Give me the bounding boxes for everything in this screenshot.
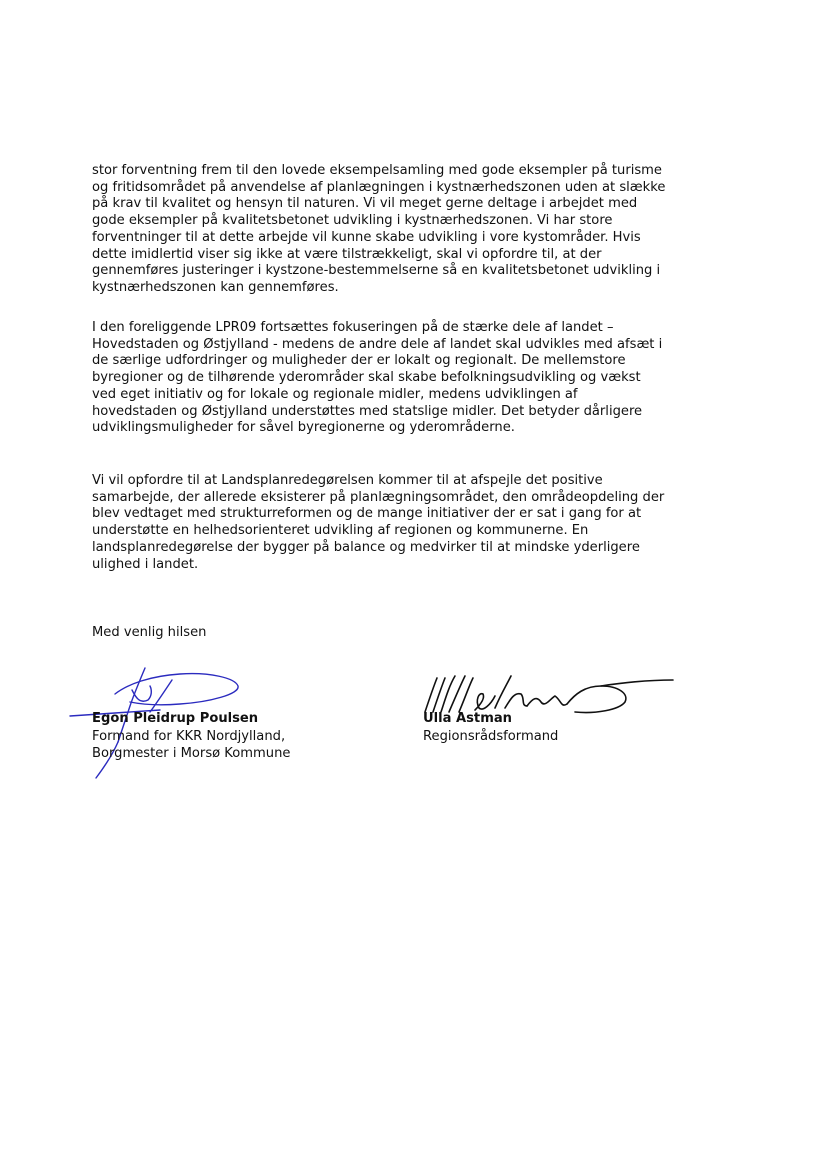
paragraph-line: ved eget initiativ og for lokale og regionale midler, medens udviklingen af <box>92 386 578 402</box>
paragraph-line: I den foreliggende LPR09 fortsættes fokuseringen på de stærke dele af landet – <box>92 320 614 335</box>
signatory-right <box>423 710 558 745</box>
signatory-title: Borgmester i Morsø Kommune <box>92 746 291 761</box>
body-paragraph-1 <box>92 163 718 297</box>
paragraph-line: kystnærhedszonen kan gennemføres. <box>92 279 339 295</box>
body-paragraph-2 <box>92 320 718 437</box>
paragraph-line: ulighed i landet. <box>92 556 199 572</box>
paragraph-line: på krav til kvalitet og hensyn til naturen. Vi vil meget gerne deltage i arbejdet med <box>92 196 638 212</box>
closing-salutation: Med venlig hilsen <box>92 625 207 640</box>
signature-stroke <box>115 674 238 705</box>
paragraph-line: dette imidlertid viser sig ikke at være tilstrækkeligt, skal vi opfordre til, at der <box>92 246 602 262</box>
signature-stroke <box>475 694 495 710</box>
paragraph-line: udviklingsmuligheder for såvel byregionerne og yderområderne. <box>92 420 515 436</box>
paragraph-line: Vi vil opfordre til at Landsplanredegørelsen kommer til at afspejle det positive <box>92 473 603 488</box>
paragraph-line: og fritidsområdet på anvendelse af planlægningen i kystnærhedszonen uden at slække <box>92 179 666 195</box>
paragraph-line: gode eksempler på kvalitetsbetonet udvikling i kystnærhedszonen. Vi har store <box>92 213 613 229</box>
signature-stroke <box>527 696 567 706</box>
signatory-left <box>92 710 290 763</box>
paragraph-line: Hovedstaden og Østjylland - medens de andre dele af landet skal udvikles med afsæt i <box>92 336 663 352</box>
signatory-name: Egon Pleidrup Poulsen <box>92 711 259 726</box>
signatory-title: Formand for KKR Nordjylland, <box>92 728 286 744</box>
paragraph-line: blev vedtaget med strukturreformen og de mange initiativer der er sat i gang for at <box>92 506 642 522</box>
signature-stroke <box>567 686 626 713</box>
signature-stroke <box>150 680 172 712</box>
signature-stroke <box>495 676 527 708</box>
paragraph-line: samarbejde, der allerede eksisterer på planlægningsområdet, den områdeopdeling der <box>92 489 665 505</box>
body-paragraph-3 <box>92 473 718 573</box>
signatory-title: Regionsrådsformand <box>423 728 559 744</box>
paragraph-line: forventninger til at dette arbejde vil kunne skabe udvikling i vore kystområder. Hvis <box>92 229 641 245</box>
paragraph-line: gennemføres justeringer i kystzone-bestemmelserne så en kvalitetsbetonet udvikling i <box>92 263 661 279</box>
paragraph-line: understøtte en helhedsorienteret udvikling af regionen og kommunerne. En <box>92 523 589 539</box>
signature-stroke <box>601 680 673 686</box>
paragraph-line: hovedstaden og Østjylland understøttes med statslige midler. Det betyder dårligere <box>92 403 643 419</box>
paragraph-line: stor forventning frem til den lovede eksempelsamling med gode eksempler på turisme <box>92 163 662 178</box>
signatory-name: Ulla Astman <box>423 711 512 726</box>
paragraph-line: landsplanredegørelse der bygger på balance og medvirker til at mindske yderligere <box>92 539 640 555</box>
paragraph-line: de særlige udfordringer og muligheder der er lokalt og regionalt. De mellemstore <box>92 353 626 369</box>
paragraph-line: byregioner og de tilhørende yderområder skal skabe befolkningsudvikling og vækst <box>92 370 641 386</box>
